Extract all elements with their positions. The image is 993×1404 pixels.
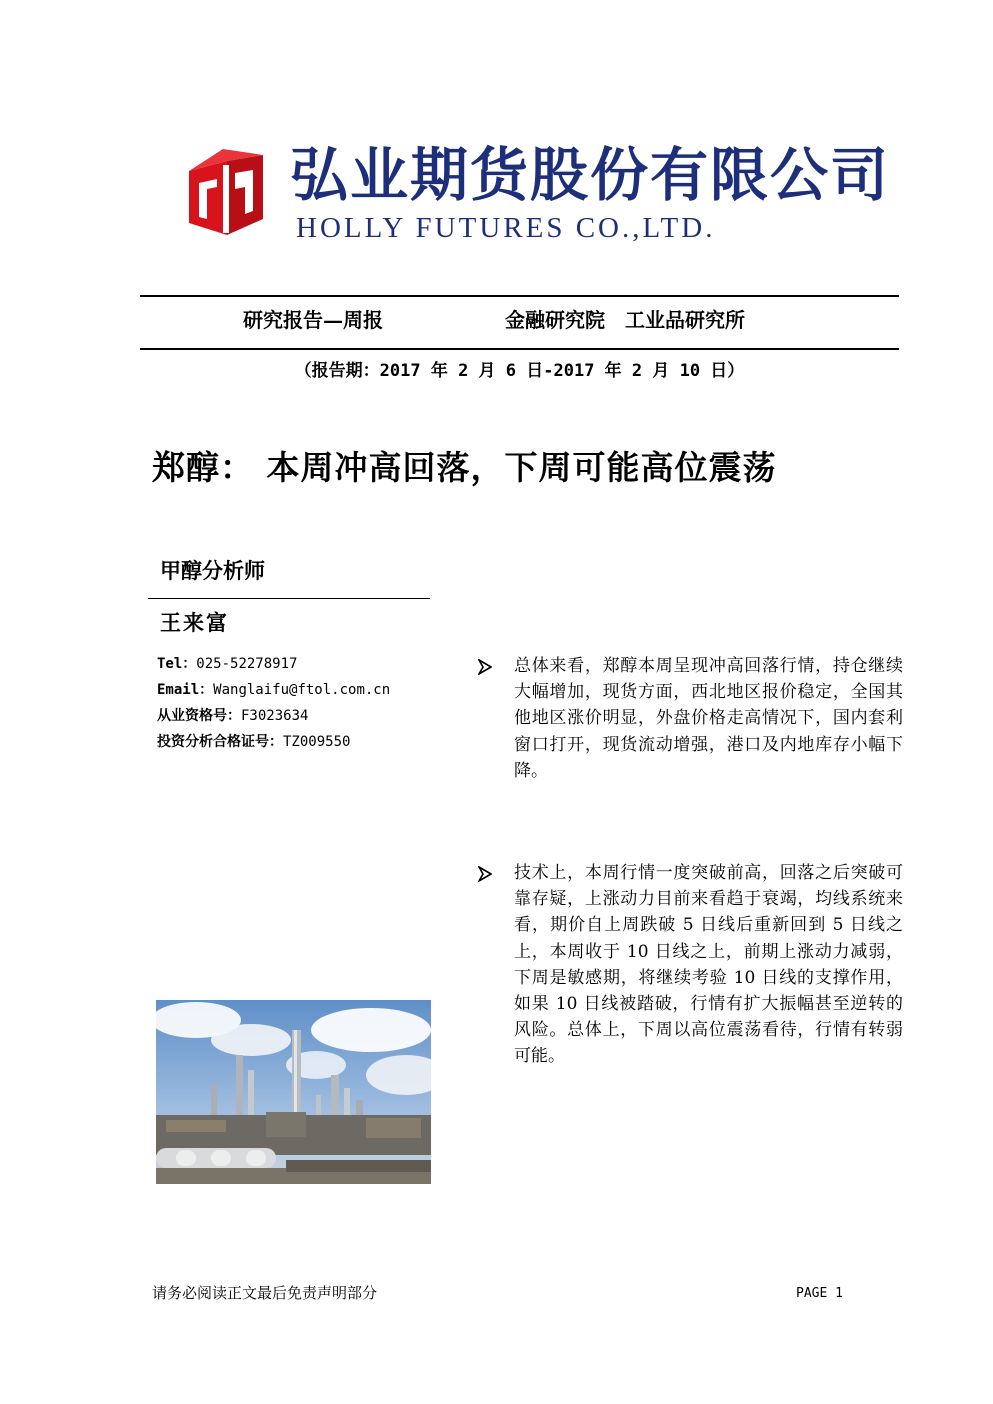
contact-label: Tel： [157,656,197,672]
contact-value: 025-52278917 [196,656,298,672]
footer-disclaimer: 请务必阅读正文最后免责声明部分 [152,1284,378,1302]
arrow-bullet-icon [478,866,492,882]
chemical-plant-photo [156,1000,431,1184]
analyst-heading: 甲醇分析师 [160,558,265,583]
bullet-text: 总体来看，郑醇本周呈现冲高回落行情，持仓继续大幅增加，现货方面，西北地区报价稳定，全国其他地区涨价明显，外盘价格走高情况下，国内套利窗口打开，现货流动增强，港口及内地库存小幅下降。 [514,656,903,781]
report-period: （报告期：2017 年 2 月 6 日-2017 年 2 月 10 日） [294,361,745,381]
arrow-bullet-icon [478,659,492,675]
contact-label: 从业资格号： [157,708,241,724]
company-name-en: HOLLY FUTURES CO.,LTD. [296,212,716,244]
report-title: 郑醇： 本周冲高回落，下周可能高位震荡 [152,448,777,487]
contact-value: F3023634 [241,708,309,724]
company-logo-icon [183,143,267,238]
page-number: PAGE 1 [796,1286,843,1301]
bullet-text: 技术上，本周行情一度突破前高，回落之后突破可靠存疑，上涨动力目前来看趋于衰竭，均线系统来看，期价自上周跌破 5 日线后重新回到 5 日线之上，本周收于 10 日线之上，前期上涨动力减弱，下周是敏感期，将继续考验 10 日线的支撑作用，如果 10 日线被踏破，行情有扩大振幅甚至逆转的风险。总体上，下周以高位震荡看待，行情有转弱可能。 [514,863,903,1067]
company-name-cn: 弘业期货股份有限公司 [290,141,891,209]
summary-bullet [478,653,903,784]
technical-bullet [478,860,903,1070]
header-top-rule [140,295,899,297]
header-bottom-rule [140,348,899,350]
analyst-divider [148,598,430,599]
contact-license [157,706,308,726]
contact-value: TZ009550 [283,734,351,750]
contact-tel [157,654,297,674]
contact-email [157,680,390,700]
contact-value[interactable]: Wanglaifu@ftol.com.cn [213,682,391,698]
contact-label: Email： [157,682,214,698]
contact-certificate [157,732,350,752]
analyst-name: 王来富 [160,610,229,635]
department: 金融研究院 工业品研究所 [505,308,745,332]
report-type: 研究报告—周报 [243,308,383,332]
contact-label: 投资分析合格证号： [157,734,283,750]
